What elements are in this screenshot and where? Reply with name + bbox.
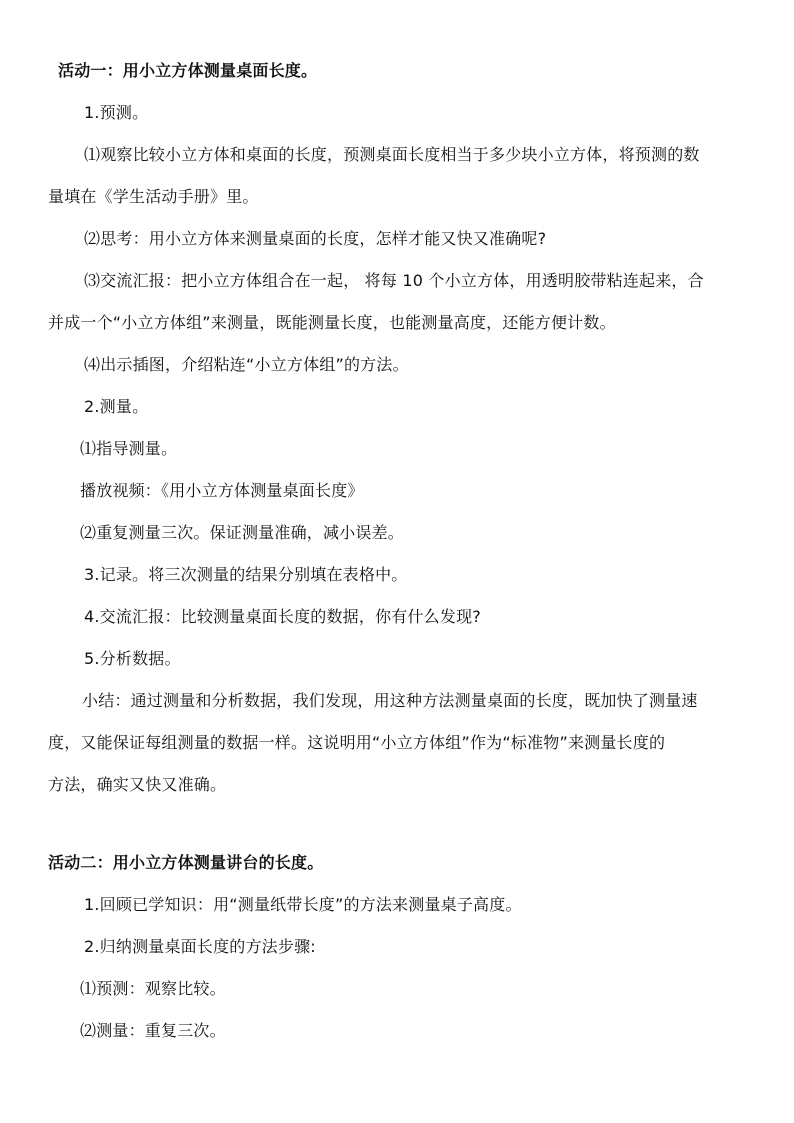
- paragraph-line: ⑴预测：观察比较。: [80, 979, 226, 998]
- step-heading-record: 3.记录。将三次测量的结果分别填在表格中。: [84, 565, 408, 584]
- paragraph-line: ⑵思考：用小立方体来测量桌面的长度，怎样才能又快又准确呢?: [84, 229, 547, 248]
- paragraph-line: ⑶交流汇报：把小立方体组合在一起， 将每 10 个小立方体，用透明胶带粘连起来，合: [84, 271, 704, 290]
- step-heading-predict: 1.预测。: [84, 103, 149, 122]
- paragraph-line: 1.回顾已学知识：用“测量纸带长度”的方法来测量桌子高度。: [84, 895, 522, 914]
- paragraph-line: 播放视频：《用小立方体测量桌面长度》: [80, 481, 364, 500]
- paragraph-line: 2.归纳测量桌面长度的方法步骤:: [84, 937, 316, 956]
- paragraph-line: ⑴观察比较小立方体和桌面的长度，预测桌面长度相当于多少块小立方体，将预测的数: [84, 145, 700, 164]
- paragraph-line: ⑵测量：重复三次。: [80, 1021, 226, 1040]
- section-heading-activity-1: 活动一：用小立方体测量桌面长度。: [58, 61, 318, 80]
- step-heading-analyze: 5.分析数据。: [84, 649, 181, 668]
- summary-line: 方法，确实又快又准确。: [48, 775, 227, 794]
- step-heading-measure: 2.测量。: [84, 397, 149, 416]
- paragraph-line: 量填在《学生活动手册》里。: [48, 187, 259, 206]
- summary-line: 小结：通过测量和分析数据，我们发现，用这种方法测量桌面的长度，既加快了测量速: [82, 691, 698, 710]
- paragraph-line: ⑵重复测量三次。保证测量准确，减小误差。: [80, 523, 405, 542]
- paragraph-line: 并成一个“小立方体组”来测量，既能测量长度，也能测量高度，还能方便计数。: [48, 313, 616, 332]
- step-heading-report: 4.交流汇报：比较测量桌面长度的数据，你有什么发现?: [84, 607, 481, 626]
- paragraph-line: ⑷出示插图，介绍粘连“小立方体组”的方法。: [84, 355, 409, 374]
- section-heading-activity-2: 活动二：用小立方体测量讲台的长度。: [48, 853, 324, 872]
- paragraph-line: ⑴指导测量。: [80, 439, 178, 458]
- summary-line: 度，又能保证每组测量的数据一样。这说明用“小立方体组”作为“标准物”来测量长度的: [48, 733, 666, 752]
